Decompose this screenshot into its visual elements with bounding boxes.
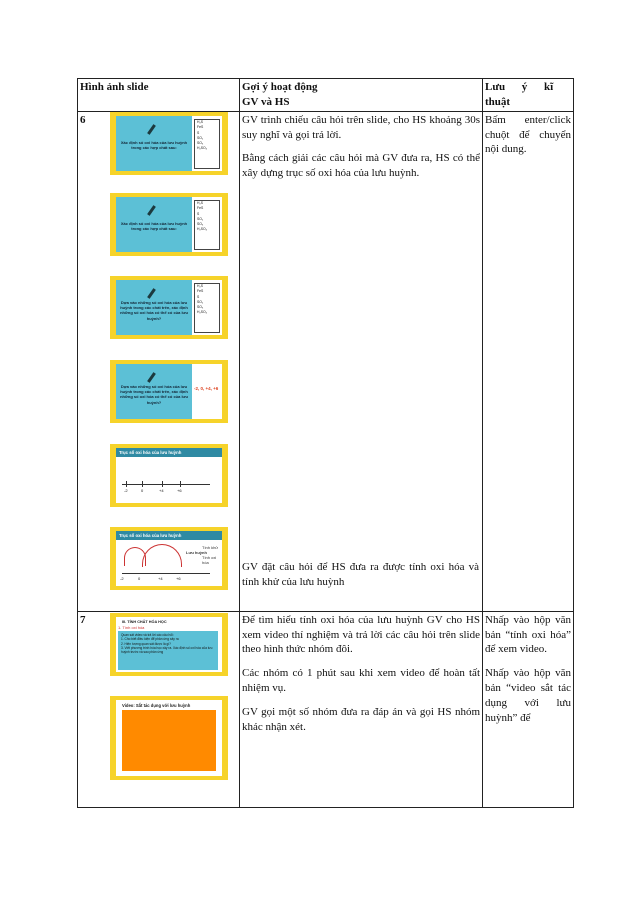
slide-thumbnail (110, 276, 228, 339)
question-panel: Quan sát video và trả lời các câu hỏi: 1. Cho biết điều kiện để phản ứng xảy ra 2. Hiện tượng quan sát được là gì? 3. Viết phương trình hóa học xảy ra. Xác định số oxi hóa của lưu huỳnh trước và sau phản ứng (118, 631, 218, 670)
axis-title: Trục số oxi hóa của lưu huỳnh (116, 448, 222, 457)
slide-thumbnail: Trục số oxi hóa của lưu huỳnh -2 0 +4 +6 (110, 444, 228, 507)
formula-list: H₂S FeS S SO₂ SO₃ H₂SO₄ (194, 119, 220, 169)
slide-thumbnail (110, 112, 228, 175)
slide-thumbnail (110, 360, 228, 423)
header-activity-line1: Gợi ý hoạt động (242, 81, 318, 93)
pen-icon (147, 124, 156, 135)
activity-text: GV gọi một số nhóm đưa ra đáp án và gọi HS nhóm khác nhận xét. (242, 705, 480, 733)
slide-thumbnail: III. TÍNH CHẤT HÓA HỌC 1. Tính oxi hóa Quan sát video và trả lời các câu hỏi: 1. Cho biết điều kiện để phản ứng xảy ra 2. Hiện tượng quan sát được là gì? 3. Viết phương trình hóa học xảy ra. Xác định số oxi hóa của lưu huỳnh trước và sau phản ứng (110, 613, 228, 676)
header-technique-note (483, 79, 574, 112)
number-axis (122, 484, 210, 485)
header-note-line2: thuật (485, 95, 511, 108)
note-text: Nhấp vào hộp văn bản “tính oxi hóa” để xem video. (485, 613, 571, 656)
question-panel: Xác định số oxi hóa của lưu huỳnh trong các hợp chất sau: (116, 116, 192, 171)
table-header-row (78, 79, 574, 112)
activity-text: GV đặt câu hỏi để HS đưa ra được tính oxi hóa và tính khử của lưu huỳnh (242, 560, 479, 588)
activity-cell-6 (240, 111, 483, 611)
row-number-6: 6 (78, 111, 240, 611)
header-note-line1: Lưu ý kĩ (485, 81, 554, 93)
formula-list: H₂S FeS S SO₂ SO₃ H₂SO₄ (194, 200, 220, 250)
pen-icon (147, 205, 156, 216)
activity-cell-7 (240, 611, 483, 807)
row-number-7: 7 (78, 611, 240, 807)
video-slide-thumbnail[interactable] (110, 696, 228, 780)
activity-text: GV trình chiếu câu hỏi trên slide, cho HS khoảng 30s suy nghĩ và gọi trả lời. (242, 113, 480, 141)
pen-icon (147, 372, 156, 383)
activity-text: Các nhóm có 1 phút sau khi xem video để hoàn tất nhiệm vụ. (242, 667, 480, 695)
question-panel: Dựa vào những số oxi hóa của lưu huỳnh trong các chất trên, xác định những số oxi hóa có thể có của lưu huỳnh? (116, 364, 192, 419)
header-slide-image: Hình ảnh slide (78, 79, 240, 112)
video-placeholder[interactable] (122, 710, 216, 771)
note-text: Nhấp vào hộp văn bản “video sắt tác dụng với lưu huỳnh” để (485, 667, 571, 724)
pen-icon (147, 288, 156, 299)
note-cell-7 (483, 611, 574, 807)
question-panel: Xác định số oxi hóa của lưu huỳnh trong các hợp chất sau: (116, 197, 192, 252)
question-panel: Dựa vào những số oxi hóa của lưu huỳnh trong các chất trên, xác định những số oxi hóa có thể có của lưu huỳnh? (116, 280, 192, 335)
slide-thumbnail: Trục số oxi hóa của lưu huỳnh Lưu huỳnh Tính khử Tính oxi hóa -2 0 +4 +6 (110, 527, 228, 590)
slide-thumbnail (110, 193, 228, 256)
axis-title: Trục số oxi hóa của lưu huỳnh (116, 531, 222, 540)
note-text: Bấm enter/click chuột để chuyển nội dung. (485, 113, 571, 156)
activity-text: Để tìm hiểu tính oxi hóa của lưu huỳnh GV cho HS xem video thí nghiệm và trả lời các câu hỏi trên slide theo hình thức nhóm đôi. (242, 613, 480, 656)
activity-text: Bằng cách giải các câu hỏi mà GV đưa ra, HS có thể xây dựng trục số oxi hóa của lưu huỳnh. (242, 152, 480, 180)
header-activity (240, 79, 483, 112)
header-activity-line2: GV và HS (242, 95, 290, 108)
oxidation-states: -2, 0, +4, +6 (194, 386, 219, 391)
video-title: Video: Sắt tác dụng với lưu huỳnh (122, 703, 191, 708)
note-cell-6 (483, 111, 574, 611)
formula-list: H₂S FeS S SO₂ SO₃ H₂SO₄ (194, 283, 220, 333)
